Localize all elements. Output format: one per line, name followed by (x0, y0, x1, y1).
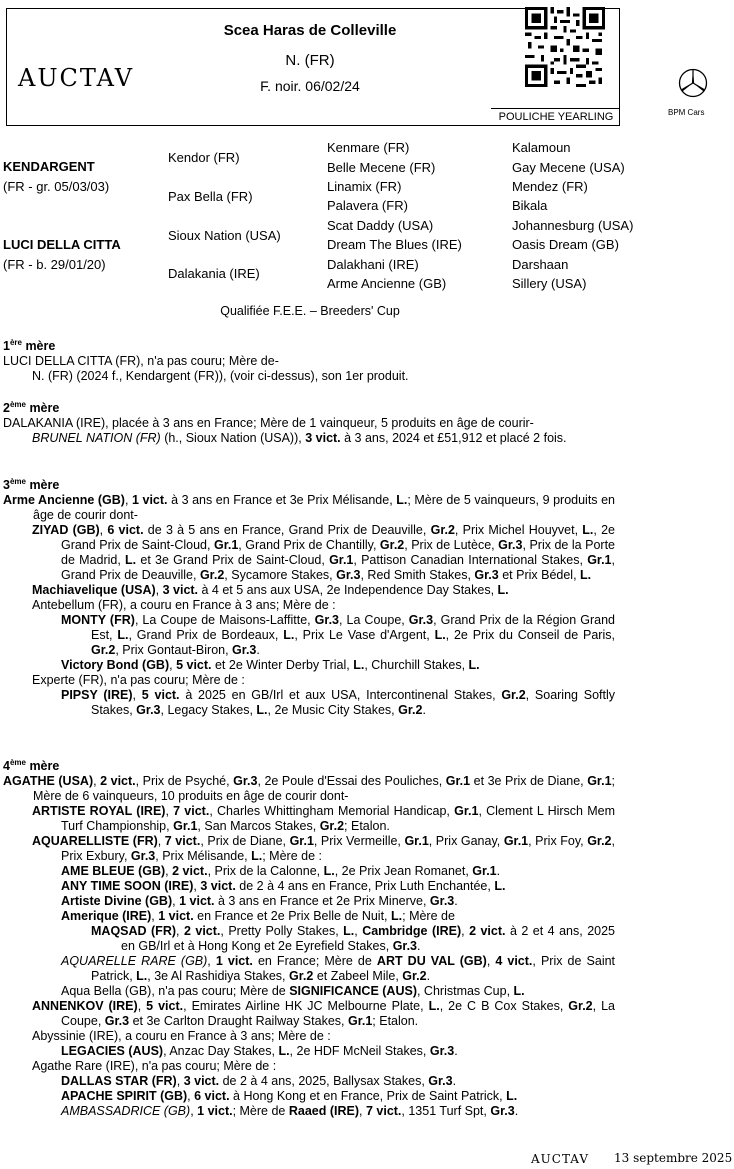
grandproduce-entry: DALLAS STAR (FR), 3 vict. de 2 à 4 ans, 2025, Ballysax Stakes, Gr.3. (61, 1074, 457, 1089)
section-title: 4ème mère (3, 758, 60, 774)
qr-code-icon[interactable] (525, 7, 605, 87)
qualification-note: Qualifiée F.E.E. – Breeders' Cup (220, 304, 400, 318)
grandproduce-entry: PIPSY (IRE), 5 vict. à 2025 en GB/Irl et aux USA, Intercontinenal Stakes, Gr.2, Soaring Softly Stakes, Gr.3, Legacy Stakes, L., 2e Music City Stakes, Gr.2. (61, 688, 616, 718)
pedigree-gen4: Oasis Dream (GB) (512, 237, 619, 252)
grandproduce-entry: AME BLEUE (GB), 2 vict., Prix de la Calonne, L., 2e Prix Jean Romanet, Gr.1. (61, 864, 501, 879)
footer-date: 13 septembre 2025 (614, 1151, 733, 1165)
footer-logo: AUCTAV (531, 1152, 590, 1166)
sire-name: KENDARGENT (3, 159, 95, 174)
dam-entry: AGATHE (USA), 2 vict., Prix de Psyché, Gr.3, 2e Poule d'Essai des Pouliches, Gr.1 et 3e Prix de Diane, Gr.1; Mère de 6 vainqueurs, 10 produits en âge de courir dont- (3, 774, 616, 804)
fourth-dam-section (3, 755, 615, 1119)
grandproduce-entry: Artiste Divine (GB), 1 vict. à 3 ans en France et 2e Prix Minerve, Gr.3. (61, 894, 458, 909)
third-dam-section (3, 474, 615, 718)
produce-entry: AQUARELLISTE (FR), 7 vict., Prix de Diane, Gr.1, Prix Vermeille, Gr.1, Prix Ganay, Gr.1, Prix Foy, Gr.2, Prix Exbury, Gr.3, Prix Mélisande, L.; Mère de : (32, 834, 615, 864)
pedigree-gen3: Arme Ancienne (GB) (327, 276, 447, 291)
lot-description: F. noir. 06/02/24 (260, 78, 360, 94)
pedigree-gen2: Sioux Nation (USA) (168, 228, 281, 243)
pedigree-gen4: Bikala (512, 198, 548, 213)
pedigree-gen2: Kendor (FR) (168, 150, 240, 165)
pedigree-gen4: Kalamoun (512, 140, 571, 155)
dam-detail: (FR - b. 29/01/20) (3, 257, 106, 272)
grandproduce-entry: ANY TIME SOON (IRE), 3 vict. de 2 à 4 ans en France, Prix Luth Enchantée, L. (61, 879, 506, 894)
pedigree-gen2: Pax Bella (FR) (168, 189, 253, 204)
pedigree-gen3: Dalakhani (IRE) (327, 257, 419, 272)
first-dam-section (3, 335, 615, 384)
produce-entry: Abyssinie (IRE), a couru en France à 3 ans; Mère de : (32, 1029, 331, 1044)
pedigree-gen3: Palavera (FR) (327, 198, 408, 213)
pedigree-gen4: Johannesburg (USA) (512, 218, 634, 233)
dam-entry: Arme Ancienne (GB), 1 vict. à 3 ans en France et 3e Prix Mélisande, L.; Mère de 5 vainqueurs, 9 produits en âge de courir dont- (3, 493, 616, 523)
category-label: POULICHE YEARLING (498, 111, 614, 123)
section-title: 2ème mère (3, 400, 60, 416)
grandproduce-entry: Aqua Bella (GB), n'a pas couru; Mère de SIGNIFICANCE (AUS), Christmas Cup, L. (61, 984, 525, 999)
pedigree-gen3: Kenmare (FR) (327, 140, 410, 155)
grandproduce-entry: LEGACIES (AUS), Anzac Day Stakes, L., 2e HDF McNeil Stakes, Gr.3. (61, 1044, 458, 1059)
section-title: 1ère mère (3, 338, 56, 354)
produce-entry: Antebellum (FR), a couru en France à 3 ans; Mère de : (32, 598, 336, 613)
pedigree-gen3: Scat Daddy (USA) (327, 218, 434, 233)
grandproduce-entry: MONTY (FR), La Coupe de Maisons-Laffitte, Gr.3, La Coupe, Gr.3, Grand Prix de la Région Grand Est, L., Grand Prix de Bordeaux, L., Prix Le Vase d'Argent, L., 2e Prix du Conseil de Paris, Gr.2, Prix Gontaut-Biron, Gr.3. (61, 613, 615, 658)
pedigree-gen4: Sillery (USA) (512, 276, 587, 291)
produce-entry: ARTISTE ROYAL (IRE), 7 vict., Charles Whittingham Memorial Handicap, Gr.1, Clement L Hirsch Mem Turf Championship, Gr.1, San Marcos Stakes, Gr.2; Etalon. (32, 804, 615, 834)
dam-entry: DALAKANIA (IRE), placée à 3 ans en France; Mère de 1 vainqueur, 5 produits en âge de courir- (3, 416, 534, 431)
second-dam-section (3, 397, 615, 446)
grandproduce-entry: AMBASSADRICE (GB), 1 vict.; Mère de Raaed (IRE), 7 vict., 1351 Turf Spt, Gr.3. (61, 1104, 519, 1119)
sponsor-label: BPM Cars (668, 108, 705, 117)
produce-entry: ZIYAD (GB), 6 vict. de 3 à 5 ans en France, Grand Prix de Deauville, Gr.2, Prix Michel Houyvet, L., 2e Grand Prix de Saint-Cloud, Gr.1, Grand Prix de Chantilly, Gr.2, Prix de Lutèce, Gr.3, Prix de la Porte de Madrid, L. et 3e Grand Prix de Saint-Cloud, Gr.1, Pattison Canadian International Stakes, Gr.1, Grand Prix de Deauville, Gr.2, Sycamore Stakes, Gr.3, Red Smith Stakes, Gr.3 et Prix Bédel, L. (32, 523, 616, 583)
produce-entry: Agathe Rare (IRE), n'a pas couru; Mère de : (32, 1059, 277, 1074)
produce-entry: N. (FR) (2024 f., Kendargent (FR)), (voir ci-dessus), son 1er produit. (32, 369, 409, 384)
lot-name: N. (FR) (285, 52, 335, 69)
grandproduce-entry: AQUARELLE RARE (GB), 1 vict. en France; Mère de ART DU VAL (GB), 4 vict., Prix de Saint Patrick, L., 3e Al Rashidiya Stakes, Gr.2 et Zabeel Mile, Gr.2. (61, 954, 616, 984)
grandproduce-entry: APACHE SPIRIT (GB), 6 vict. à Hong Kong et en France, Prix de Saint Patrick, L. (61, 1089, 518, 1104)
sire-detail: (FR - gr. 05/03/03) (3, 179, 110, 194)
pedigree-gen4: Darshaan (512, 257, 569, 272)
produce-entry: ANNENKOV (IRE), 5 vict., Emirates Airline HK JC Melbourne Plate, L., 2e C B Cox Stakes, Gr.2, La Coupe, Gr.3 et 3e Carlton Draught Railway Stakes, Gr.1; Etalon. (32, 999, 615, 1029)
category-divider (491, 108, 620, 109)
breeder-name: Scea Haras de Colleville (223, 22, 397, 39)
pedigree-gen4: Gay Mecene (USA) (512, 160, 625, 175)
grandproduce-entry: Amerique (IRE), 1 vict. en France et 2e Prix Belle de Nuit, L.; Mère de (61, 909, 455, 924)
pedigree-gen2: Dalakania (IRE) (168, 266, 260, 281)
auctav-logo: AUCTAV (18, 64, 135, 92)
grandproduce-entry: Victory Bond (GB), 5 vict. et 2e Winter Derby Trial, L., Churchill Stakes, L. (61, 658, 480, 673)
produce-entry: Machiavelique (USA), 3 vict. à 4 et 5 ans aux USA, 2e Independence Day Stakes, L. (32, 583, 509, 598)
mercedes-star-icon (678, 68, 708, 98)
pedigree-gen3: Dream The Blues (IRE) (327, 237, 462, 252)
pedigree-gen4: Mendez (FR) (512, 179, 588, 194)
section-title: 3ème mère (3, 477, 60, 493)
dam-name: LUCI DELLA CITTA (3, 237, 121, 252)
greatgrandproduce-entry: MAQSAD (FR), 2 vict., Pretty Polly Stakes, L., Cambridge (IRE), 2 vict. à 2 et 4 ans, 2025 en GB/Irl et à Hong Kong et 2e Eyrefield Stakes, Gr.3. (91, 924, 615, 954)
pedigree-gen3: Linamix (FR) (327, 179, 402, 194)
produce-entry: Experte (FR), n'a pas couru; Mère de : (32, 673, 245, 688)
pedigree-gen3: Belle Mecene (FR) (327, 160, 436, 175)
dam-entry: LUCI DELLA CITTA (FR), n'a pas couru; Mère de- (3, 354, 279, 369)
produce-entry: BRUNEL NATION (FR) (h., Sioux Nation (USA)), 3 vict. à 3 ans, 2024 et £51,912 et placé 2 fois. (32, 431, 567, 446)
